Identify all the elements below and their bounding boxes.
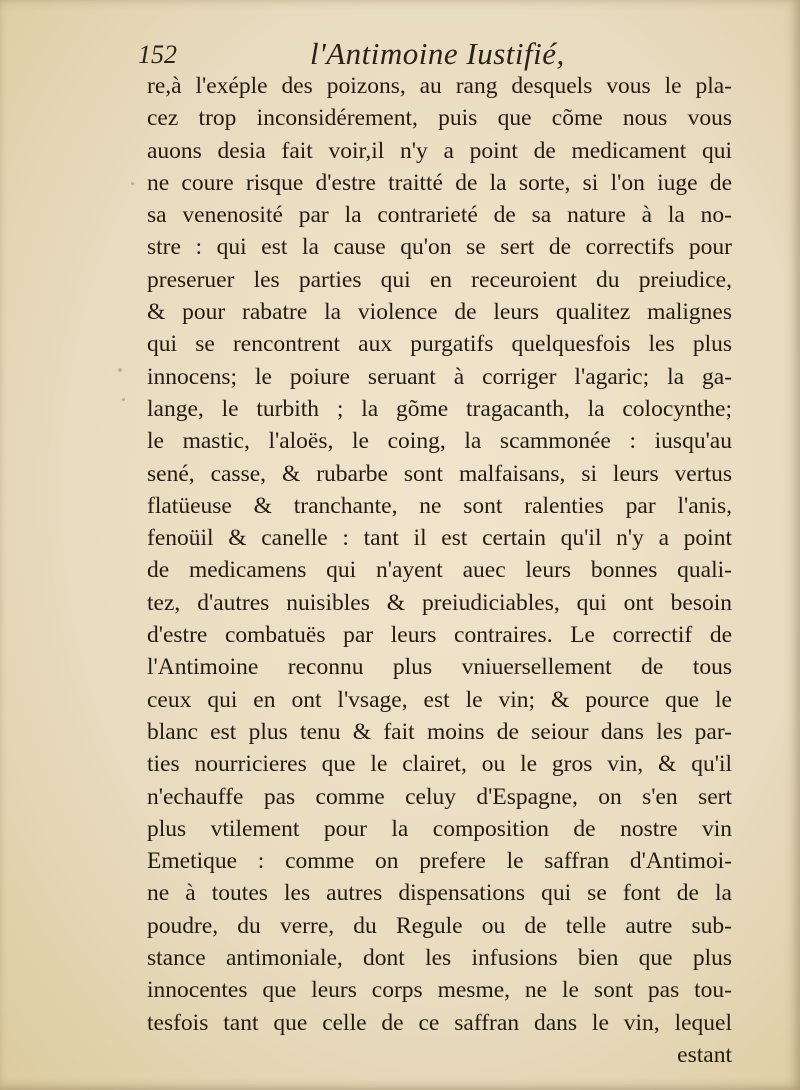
catchword: estant — [677, 1041, 732, 1068]
text-line: ne à toutes les autres dispensations qui se font de la — [147, 880, 732, 907]
text-line: le mastic, l'aloës, le coing, la scammonée : iusqu'au — [147, 428, 732, 455]
text-line: & pour rabatre la violence de leurs qualitez malignes — [147, 299, 732, 326]
text-line: stance antimoniale, dont les infusions bien que plus — [147, 945, 732, 972]
text-line: tesfois tant que celle de ce saffran dans le vin, lequel — [147, 1009, 732, 1036]
text-line: plus vtilement pour la composition de nostre vin — [147, 815, 732, 842]
paper-speck — [131, 182, 134, 185]
text-line: blanc est plus tenu & fait moins de seiour dans les par- — [147, 718, 732, 745]
running-title: l'Antimoine Iustifié, — [310, 36, 565, 71]
text-line: innocens; le poiure seruant à corriger l'agaric; la ga- — [147, 363, 732, 390]
text-line: tez, d'autres nuisibles & preiudiciables, qui ont besoin — [147, 589, 732, 616]
text-line: ceux qui en ont l'vsage, est le vin; & pource que le — [147, 686, 732, 713]
text-line: ne coure risque d'estre traitté de la sorte, si l'on iuge de — [147, 169, 732, 196]
text-line: n'echauffe pas comme celuy d'Espagne, on s'en sert — [147, 783, 732, 810]
text-line: sené, casse, & rubarbe sont malfaisans, si leurs vertus — [147, 460, 732, 487]
text-line: d'estre combatuës par leurs contraires. Le correctif de — [147, 622, 732, 649]
text-line: poudre, du verre, du Regule ou de telle autre sub- — [147, 912, 732, 939]
text-line: qui se rencontrent aux purgatifs quelquesfois les plus — [147, 331, 732, 358]
paper-speck — [122, 398, 125, 401]
text-line: sa venenosité par la contrarieté de sa nature à la no- — [147, 202, 732, 229]
text-line: Emetique : comme on prefere le saffran d'Antimoi- — [147, 848, 732, 875]
body-text — [147, 70, 732, 1071]
page-number: 152 — [138, 40, 177, 69]
text-line: fenoüil & canelle : tant il est certain qu'il n'y a point — [147, 525, 732, 552]
text-line: flatüeuse & tranchante, ne sont ralenties par l'anis, — [147, 492, 732, 519]
text-line: cez trop inconsidérement, puis que cõme nous vous — [147, 105, 732, 132]
text-line: auons desia fait voir,il n'y a point de medicament qui — [147, 137, 732, 164]
text-line: l'Antimoine reconnu plus vniuersellement de tous — [147, 654, 732, 681]
text-line: innocentes que leurs corps mesme, ne le sont pas tou- — [147, 977, 732, 1004]
text-line: stre : qui est la cause qu'on se sert de correctifs pour — [147, 234, 732, 261]
text-line: lange, le turbith ; la gõme tragacanth, la colocynthe; — [147, 395, 732, 422]
text-line: preseruer les parties qui en receuroient du preiudice, — [147, 266, 732, 293]
text-line: ties nourricieres que le clairet, ou le gros vin, & qu'il — [147, 751, 732, 778]
text-line: re,à l'exéple des poizons, au rang desquels vous le pla- — [147, 73, 732, 99]
text-line: de medicamens qui n'ayent auec leurs bonnes quali- — [147, 557, 732, 584]
paper-speck — [118, 368, 122, 372]
